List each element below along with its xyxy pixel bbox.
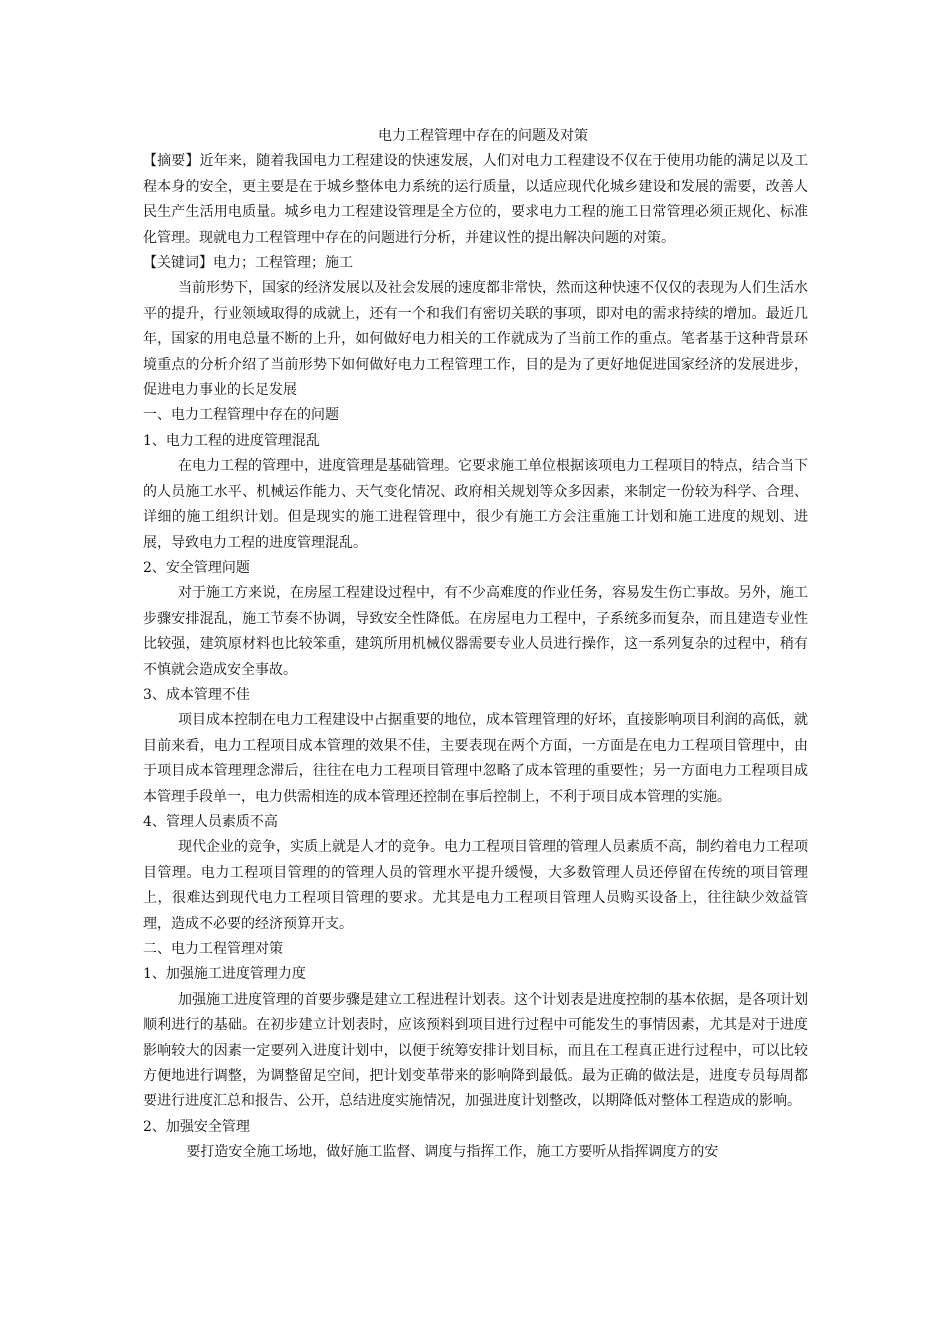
subsection-1-4-heading: 4、管理人员素质不高 bbox=[143, 813, 278, 830]
section-2-heading: 二、电力工程管理对策 bbox=[143, 941, 283, 957]
subsection-2-1-heading: 1、加强施工进度管理力度 bbox=[143, 966, 306, 983]
abstract-paragraph: 【摘要】近年来，随着我国电力工程建设的快速发展，人们对电力工程建设不仅在于使用功能的满足以及工程本身的安全，更主要是在于城乡整体电力系统的运行质量，以适应现代化城乡建设和发展的需要，改善人民生产生活用电质量。城乡电力工程建设管理是全方位的，要求电力工程的施工日常管理必须正规化、标准化管理。现就电力工程管理中存在的问题进行分析，并建议性的提出解决问题的对策。 bbox=[143, 153, 808, 246]
subsection-1-2-body: 对于施工方来说，在房屋工程建设过程中，有不少高难度的作业任务，容易发生伤亡事故。另外，施工步骤安排混乱，施工节奏不协调，导致安全性降低。在房屋电力工程中，子系统多而复杂，而且建造专业性比较强，建筑原材料也比较笨重，建筑所用机械仪器需要专业人员进行操作，这一系列复杂的过程中，稍有不慎就会造成安全事故。 bbox=[143, 585, 808, 678]
keywords-line: 【关键词】电力；工程管理；施工 bbox=[143, 255, 353, 272]
subsection-2-2-body: 要打造安全施工场地，做好施工监督、调度与指挥工作，施工方要听从指挥调度方的安 bbox=[186, 1144, 719, 1161]
section-1-heading: 一、电力工程管理中存在的问题 bbox=[143, 407, 339, 424]
document-body bbox=[143, 124, 808, 1166]
subsection-2-1-body: 加强施工进度管理的首要步骤是建立工程进程计划表。这个计划表是进度控制的基本依据，是各项计划顺利进行的基础。在初步建立计划表时，应该预料到项目进行过程中可能发生的事情因素，尤其是对于进度影响较大的因素一定要列入进度计划中，以便于统筹安排计划目标，而且在工程真正进行过程中，可以比较方便地进行调整，为调整留足空间，把计划变革带来的影响降到最低。最为正确的做法是，进度专员每周都要进行进度汇总和报告、公开，总结进度实施情况，加强进度计划整改，以期降低对整体工程造成的影响。 bbox=[143, 991, 808, 1110]
intro-paragraph: 当前形势下，国家的经济发展以及社会发展的速度都非常快，然而这种快速不仅仅的表现为人们生活水平的提升，行业领域取得的成就上，还有一个和我们有密切关联的事项，即对电的需求持续的增加。最近几年，国家的用电总量不断的上升，如何做好电力相关的工作就成为了当前工作的重点。笔者基于这种背景环境重点的分析介绍了当前形势下如何做好电力工程管理工作，目的是为了更好地促进国家经济的发展进步，促进电力事业的长足发展 bbox=[143, 280, 808, 399]
document-title: 电力工程管理中存在的问题及对策 bbox=[378, 128, 588, 144]
subsection-2-2-heading: 2、加强安全管理 bbox=[143, 1118, 250, 1135]
subsection-1-3-heading: 3、成本管理不佳 bbox=[143, 686, 250, 703]
subsection-1-1-body: 在电力工程的管理中，进度管理是基础管理。它要求施工单位根据该项电力工程项目的特点，结合当下的人员施工水平、机械运作能力、天气变化情况、政府相关规划等众多因素，来制定一份较为科学、合理、详细的施工组织计划。但是现实的施工进程管理中，很少有施工方会注重施工计划和施工进度的规划、进展，导致电力工程的进度管理混乱。 bbox=[143, 458, 808, 551]
subsection-1-2-heading: 2、安全管理问题 bbox=[143, 559, 250, 576]
subsection-1-1-heading: 1、电力工程的进度管理混乱 bbox=[143, 432, 320, 449]
subsection-1-4-body: 现代企业的竞争，实质上就是人才的竞争。电力工程项目管理的管理人员素质不高，制约着电力工程项目管理。电力工程项目管理的的管理人员的管理水平提升缓慢，大多数管理人员还停留在传统的项目管理上，很难达到现代电力工程项目管理的要求。尤其是电力工程项目管理人员购买设备上，往往缺少效益管理，造成不必要的经济预算开支。 bbox=[143, 839, 808, 932]
subsection-1-3-body: 项目成本控制在电力工程建设中占据重要的地位，成本管理管理的好坏，直接影响项目利润的高低，就目前来看，电力工程项目成本管理的效果不佳，主要表现在两个方面，一方面是在电力工程项目管理中，由于项目成本管理理念滞后，往往在电力工程项目管理中忽略了成本管理的重要性；另一方面电力工程项目成本管理手段单一，电力供需相连的成本管理还控制在事后控制上，不利于项目成本管理的实施。 bbox=[143, 712, 808, 805]
